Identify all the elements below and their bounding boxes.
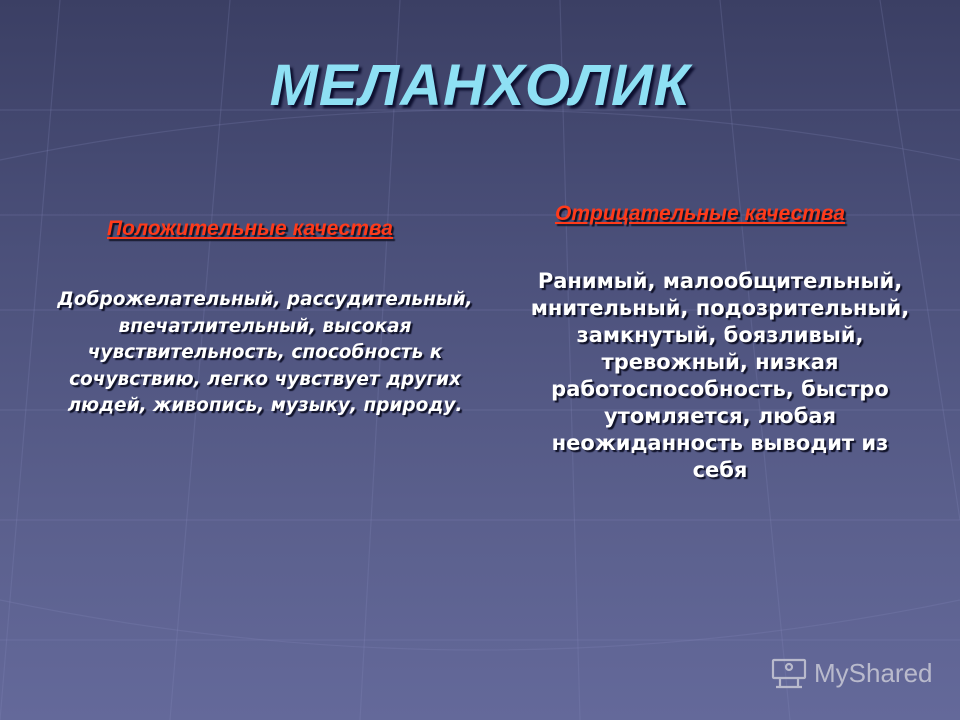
negative-qualities-text: Ранимый, малообщительный, мнительный, подозрительный, замкнутый, боязливый, тревожный, низкая работоспособность, быстро утомляется, любая неожиданность выводит из себя <box>530 269 910 482</box>
watermark-logo <box>770 655 933 691</box>
positive-qualities-text: Доброжелательный, рассудительный, впечатлительный, высокая чувствительность, способность к сочувствию, легко чувствует других людей, живопись, музыку, природу. <box>57 289 473 416</box>
negative-qualities-heading: Отрицательные качества <box>554 202 846 225</box>
slide-title: МЕЛАНХОЛИК <box>269 53 691 118</box>
watermark-text: MyShared <box>814 657 933 688</box>
classroom-icon <box>770 656 808 690</box>
positive-qualities-heading: Положительные качества <box>107 217 393 240</box>
